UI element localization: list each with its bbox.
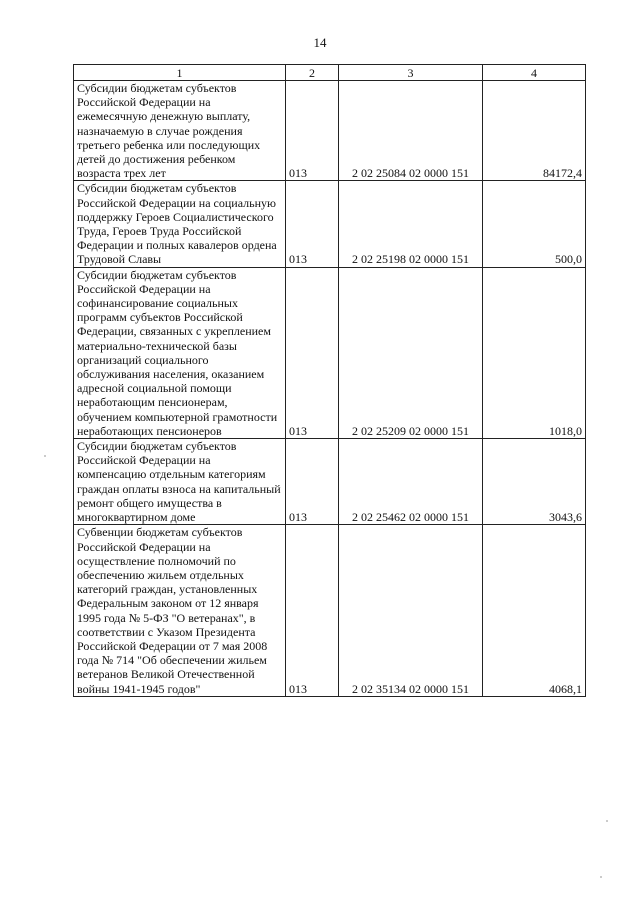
row-kbk: 2 02 25209 02 0000 151 <box>339 267 483 438</box>
row-description: Субсидии бюджетам субъектов Российской Федерации на ежемесячную денежную выплату, назначаемую в случае рождения третьего ребенка или последующих детей до достижения ребенком возраста трех лет <box>74 81 286 181</box>
row-code: 013 <box>286 525 339 696</box>
scan-speck <box>600 876 602 878</box>
row-description: Субсидии бюджетам субъектов Российской Федерации на компенсацию отдельным категориям граждан оплаты взноса на капитальный ремонт общего имущества в многоквартирном доме <box>74 439 286 525</box>
table-row <box>74 81 586 181</box>
row-amount: 84172,4 <box>483 81 586 181</box>
row-kbk: 2 02 25198 02 0000 151 <box>339 181 483 267</box>
page-number: 14 <box>313 35 327 50</box>
column-header-3: 3 <box>339 65 483 81</box>
row-code: 013 <box>286 267 339 438</box>
row-kbk: 2 02 25084 02 0000 151 <box>339 81 483 181</box>
table-header-row <box>74 65 586 81</box>
table-row <box>74 181 586 267</box>
row-description: Субвенции бюджетам субъектов Российской Федерации на осуществление полномочий по обеспечению жильем отдельных категорий граждан, установленных Федеральным законом от 12 января 1995 года № 5-ФЗ "О ветеранах", в соответствии с Указом Президента Российской Федерации от 7 мая 2008 года № 714 "Об обеспечении жильем ветеранов Великой Отечественной войны 1941-1945 годов" <box>74 525 286 696</box>
row-code: 013 <box>286 181 339 267</box>
table-row <box>74 267 586 438</box>
row-amount: 500,0 <box>483 181 586 267</box>
row-kbk: 2 02 35134 02 0000 151 <box>339 525 483 696</box>
scan-speck <box>44 455 46 457</box>
column-header-1: 1 <box>74 65 286 81</box>
scan-speck <box>606 820 608 822</box>
row-code: 013 <box>286 81 339 181</box>
table-row <box>74 525 586 696</box>
table-row <box>74 439 586 525</box>
row-amount: 4068,1 <box>483 525 586 696</box>
row-amount: 1018,0 <box>483 267 586 438</box>
column-header-4: 4 <box>483 65 586 81</box>
column-header-2: 2 <box>286 65 339 81</box>
row-description: Субсидии бюджетам субъектов Российской Федерации на социальную поддержку Героев Социалистического Труда, Героев Труда Российской Федерации и полных кавалеров ордена Трудовой Славы <box>74 181 286 267</box>
row-description: Субсидии бюджетам субъектов Российской Федерации на софинансирование социальных программ субъектов Российской Федерации, связанных с укреплением материально-технической базы организаций социального обслуживания населения, оказанием адресной социальной помощи неработающим пенсионерам, обучением компьютерной грамотности неработающих пенсионеров <box>74 267 286 438</box>
row-amount: 3043,6 <box>483 439 586 525</box>
budget-table <box>73 64 586 697</box>
row-kbk: 2 02 25462 02 0000 151 <box>339 439 483 525</box>
row-code: 013 <box>286 439 339 525</box>
